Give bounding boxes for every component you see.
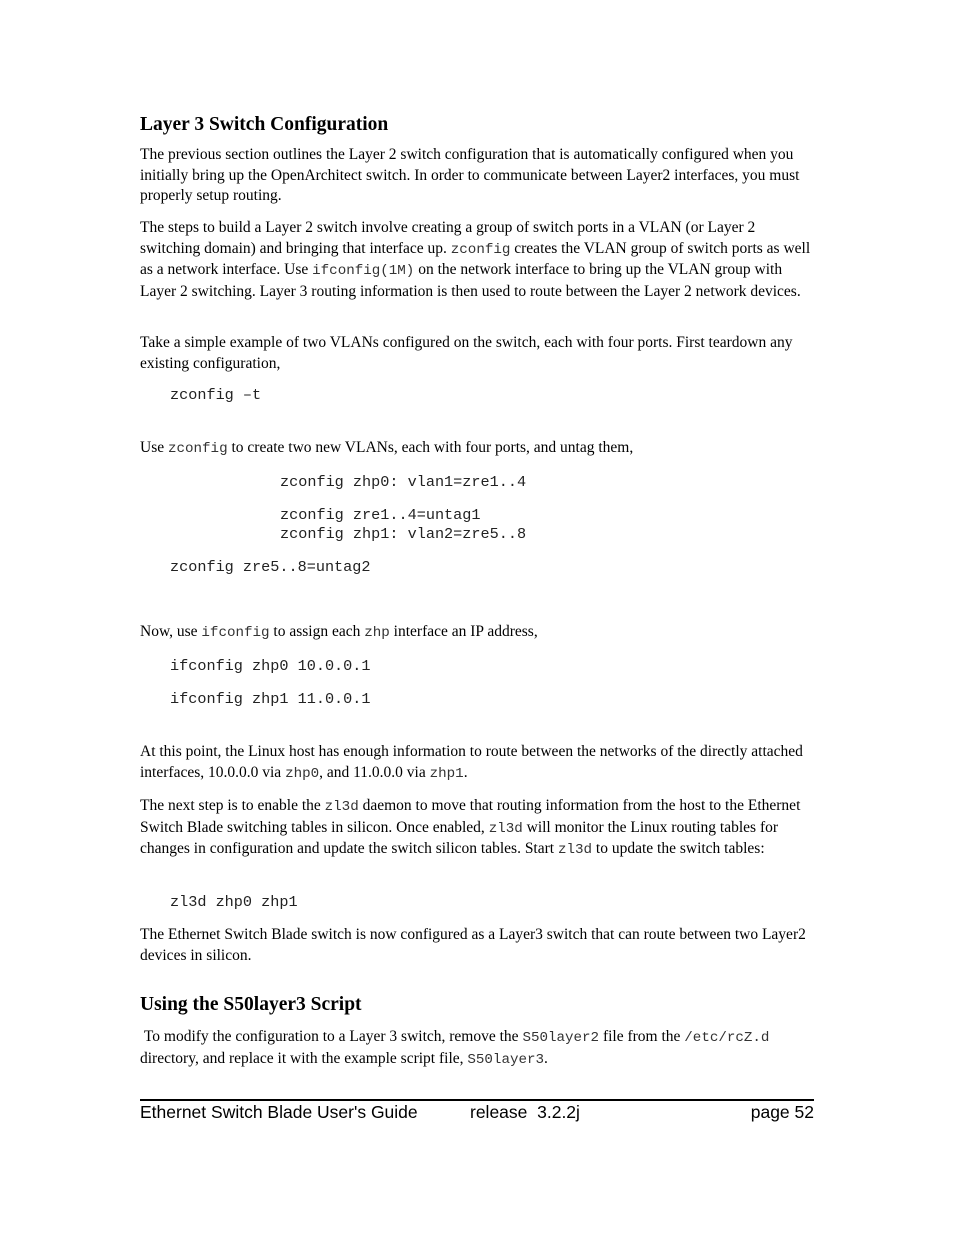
- text-run: daemon to move that routing information from the host to the Ethernet Switch Blade switching tables in silicon. Once enabled,: [140, 797, 801, 836]
- inline-code-ifconfig: ifconfig: [201, 625, 270, 641]
- inline-code-zhp: zhp: [364, 625, 390, 641]
- paragraph-configured: The Ethernet Switch Blade switch is now configured as a Layer3 switch that can route between two Layer2 devices in silicon.: [140, 926, 806, 964]
- paragraph-zl3d: [140, 796, 816, 861]
- text-run: , and 11.0.0.0 via: [319, 763, 430, 781]
- text-run: .: [463, 763, 468, 781]
- inline-code-zconfig: zconfig: [167, 441, 228, 457]
- text-run: The next step is to enable the: [140, 797, 325, 814]
- inline-code-s50layer3: S50layer3: [467, 1051, 545, 1068]
- text-run: Use: [140, 439, 168, 456]
- inline-code-zconfig: zconfig: [450, 241, 511, 258]
- text-run: to assign each: [269, 623, 365, 640]
- paragraph-linux-host: [140, 742, 816, 784]
- section-heading-layer3: Layer 3 Switch Configuration: [140, 114, 389, 135]
- text-run: interface an IP address,: [389, 623, 538, 640]
- text-run: To modify the configuration to a Layer 3 switch, remove the: [140, 1028, 523, 1045]
- inline-code-zhp0: zhp0: [285, 765, 320, 782]
- code-vlan2: zconfig zhp1: vlan2=zre5..8: [280, 525, 527, 543]
- text-run: At this point, the Linux host has enough information to route between the networks of the directly attached interfaces, 10.0.0.0 via: [140, 743, 803, 781]
- inline-code-ifconfig: ifconfig(1M): [312, 263, 415, 279]
- section-heading-s50layer3: Using the S50layer3 Script: [140, 994, 362, 1015]
- code-zl3d: zl3d zhp0 zhp1: [170, 893, 298, 911]
- paragraph-modify-config: [140, 1027, 816, 1070]
- code-ifconfig-zhp1: ifconfig zhp1 11.0.0.1: [170, 690, 371, 708]
- footer-release: release 3.2.2j: [470, 1102, 580, 1122]
- inline-code-zhp1: zhp1: [429, 765, 464, 782]
- inline-code-zl3d: zl3d: [324, 799, 359, 815]
- footer-title: Ethernet Switch Blade User's Guide: [140, 1102, 418, 1122]
- text-run: creates the VLAN group of switch ports as well as a network interface. Use: [140, 239, 811, 278]
- code-vlan1: zconfig zhp0: vlan1=zre1..4: [280, 473, 527, 491]
- code-ifconfig-zhp0: ifconfig zhp0 10.0.0.1: [170, 657, 371, 675]
- text-run: file from the: [599, 1028, 685, 1045]
- text-run: .: [544, 1049, 548, 1067]
- text-run: directory, and replace it with the example script file,: [140, 1028, 774, 1067]
- code-teardown: zconfig –t: [170, 386, 262, 404]
- paragraph-intro: The previous section outlines the Layer 2 switch configuration that is automatically configured when you initially bring up the OpenArchitect switch. In order to communicate between Layer2 interfaces, you must properly setup routing.: [140, 146, 800, 204]
- inline-code-zl3d: zl3d: [488, 820, 523, 837]
- footer-page-number: page 52: [750, 1102, 814, 1122]
- paragraph-assign-ip: [140, 622, 816, 644]
- text-run: to update the switch tables:: [592, 840, 765, 857]
- code-untag2: zconfig zre5..8=untag2: [170, 558, 371, 576]
- code-untag1: zconfig zre1..4=untag1: [280, 506, 481, 524]
- text-run: The steps to build a Layer 2 switch involve creating a group of switch ports in a VLAN (or Layer 2 switching domain) and bringing that interface up.: [140, 219, 756, 257]
- text-run: Now, use: [140, 623, 202, 640]
- paragraph-create-vlans: [140, 438, 816, 460]
- paragraph-example: Take a simple example of two VLANs configured on the switch, each with four ports. First teardown any existing configuration,: [140, 334, 793, 372]
- text-run: on the network interface to bring up the VLAN group with Layer 2 switching. Layer 3 routing information is then used to route between the Layer 2 network devices.: [140, 261, 801, 300]
- inline-code-zl3d: zl3d: [557, 842, 593, 858]
- paragraph-steps: [140, 218, 816, 302]
- text-run: will monitor the Linux routing tables for changes in configuration and update the switch silicon tables. Start: [140, 818, 779, 857]
- text-run: to create two new VLANs, each with four ports, and untag them,: [227, 439, 634, 456]
- inline-code-rcz-dir: /etc/rcZ.d: [684, 1030, 770, 1046]
- inline-code-s50layer2: S50layer2: [522, 1030, 600, 1046]
